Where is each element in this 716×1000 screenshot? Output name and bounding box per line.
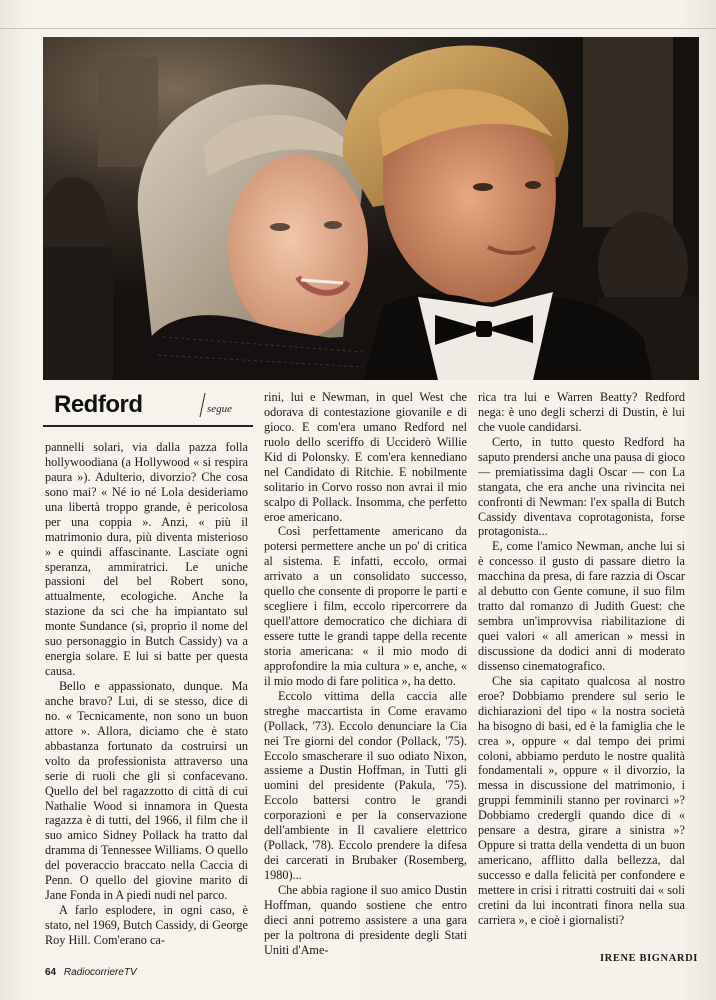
paragraph: rini, lui e Newman, in quel West che odorava di contestazione giovanile e di gioco. E com'era umano Redford nel ruolo dello sceriffo di Ucciderò Willie Kid di Polonsky. E com'era kennediano nel Candidato di Ritchie. E nobilmente solitario in Corvo rosso non avrai il mio scalpo di Pollack. Insomma, che perfetto eroe americano. — [264, 390, 467, 524]
article-headline-block — [43, 391, 253, 419]
paragraph: Che abbia ragione il suo amico Dustin Hoffman, quando sostiene che entro dieci anni potremo assistere a una gara per la poltrona di presidente degli Stati Uniti d'Ame- — [264, 882, 467, 957]
paragraph: Eccolo vittima della caccia alle streghe maccartista in Come eravamo (Pollack, '73). Eccolo denunciare la Cia nei Tre giorni del condor (Pollack, '75). Eccolo smascherare il suo odiato Nixon, assieme a Dustin Hoffman, in Tutti gli uomini del presidente (Pakula, '75). Eccolo battersi contro le grandi corporazioni e per la conservazione dell'ambiente in Il cavaliere elettrico (Pollack, '78). Eccolo prendere la difesa dei carcerati in Brubaker (Rosemberg, 1980)... — [264, 688, 467, 882]
paragraph: rica tra lui e Warren Beatty? Redford nega: è uno degli scherzi di Dustin, è lui che vuole candidarsi. — [478, 390, 685, 434]
text-column-1 — [45, 440, 248, 948]
paragraph: Così perfettamente americano da potersi permettere anche un po' di critica al sistema. E infatti, eccolo, ormai arrivato a un consolidato successo, quello che consente di proporre le parti e scegliere i film, eccolo ripercorrere da quell'attore democratico che dichiara di essere tutte le grandi tappe della recente storia americana: « il mio modo di approfondire la mia cultura » e, anche, « il mio modo di fare politica », ha detto. — [264, 524, 467, 688]
photo-couple-portrait — [43, 37, 699, 380]
article-headline: Redford — [54, 391, 143, 418]
paragraph: Bello e appassionato, dunque. Ma anche bravo? Lui, di se stesso, dice di no. « Tecnicamente, non sono un buon attore ». Allora, diciamo che è stato abbastanza fortunato da costruirsi un volto da professionista attraverso una serie di ruoli che gli si confacevano. Quello del bel ragazzotto di città di cui Nathalie Wood si innamora in Questa ragazza è di tutti, del 1966, il film che il suo amico Sidney Pollack ha tratto dal dramma di Tennessee Williams. O quello del poveraccio braccato nella Caccia di Penn. O quello del giovine marito di Jane Fonda in A piedi nudi nel parco. — [45, 679, 248, 903]
headline-rule — [43, 425, 253, 427]
author-byline: IRENE BIGNARDI — [600, 953, 698, 964]
paragraph: Che sia capitato qualcosa al nostro eroe? Dobbiamo prendere sul serio le dichiarazioni del tipo « la nostra società ha bisogno di basi, ed è la famiglia che le crea », oppure « dal tempo dei primi coloni, abbiamo perduto le nostre qualità fondamentali », oppure « il divorzio, la messa in discussione del matrimonio, i gruppi femminili stanno per rovinarci »? Dobbiamo credergli quando dice di « pensare a destra, girare a sinistra »? Oppure si tratta della vendetta di un buon americano, afflitto dalla bellezza, dal successo e dalla felicità per confondere e mettere in crisi i ritratti costruiti dai « soli cretini da lui incontrati finora nella sua carriera », e cioè i giornalisti? — [478, 673, 685, 927]
paragraph: A farlo esplodere, in ogni caso, è stato, nel 1969, Butch Cassidy, di George Roy Hill. Com'erano ca- — [45, 903, 248, 947]
page-number: 64 — [45, 967, 57, 978]
text-column-3 — [478, 390, 685, 928]
magazine-name: RadiocorriereTV — [63, 967, 137, 978]
headline-slash — [199, 393, 205, 417]
photo-illustration — [43, 37, 699, 380]
top-rule — [0, 28, 716, 29]
page-footer — [45, 967, 137, 978]
continued-label: segue — [207, 403, 233, 415]
paragraph: pannelli solari, via dalla pazza folla hollywoodiana (a Hollywood « si respira paura »). Adulterio, divorzio? Che cosa sono mai? « Né io né Lola desideriamo una libertà troppo grande, è pericolosa per una coppia ». Anzi, « più il matrimonio dura, più diventa misterioso » e quindi affascinante. Lasciate ogni speranza, ammiratrici. Le uniche passioni del bel Robert sono, attualmente, ecologiche. Anche la stazione da sci che ha impiantato sul monte Sundance (sì, proprio il nome del suo personaggio in Butch Cassidy) va a energia solare. E lui si batte per questa causa. — [45, 440, 248, 679]
text-column-2 — [264, 390, 467, 958]
paragraph: E, come l'amico Newman, anche lui si è concesso il gusto di passare dietro la macchina da presa, di fare razzia di Oscar al debutto con Gente comune, il suo film tratto dal romanzo di Judith Guest: che sembra un'improvvisa riabilitazione di quei valori « all american » messi in discussione da dodici anni di moderato dissenso cinematografico. — [478, 539, 685, 673]
paragraph: Certo, in tutto questo Redford ha saputo prendersi anche una pausa di gioco — premiatissima dagli Oscar — con La stangata, che era anche una rivincita nei confronti di Newman: l'ex spalla di Butch Cassidy diventava coprotagonista, forse protagonista... — [478, 434, 685, 539]
